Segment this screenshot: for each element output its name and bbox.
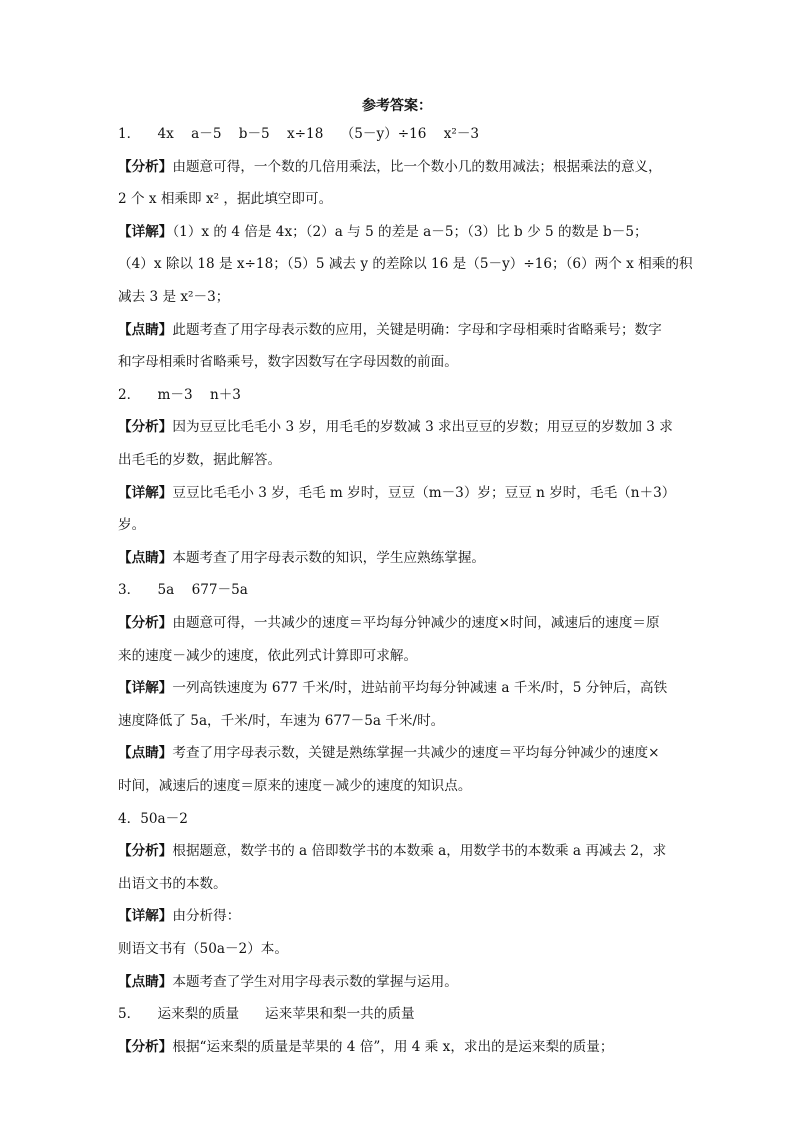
text-line — [118, 776, 698, 796]
line-text: 本题考查了用字母表示数的知识，学生应熟练掌握。 — [172, 549, 486, 566]
line-text: （4）x 除以 18 是 x÷18；（5）5 减去 y 的差除以 16 是（5－y）÷16；（6）两个 x 相乘的积 — [118, 256, 693, 273]
explanation-line — [118, 320, 698, 340]
page-title: 参考答案： — [362, 98, 432, 114]
section-tag: 【详解】 — [118, 908, 173, 925]
text-line — [118, 646, 698, 666]
line-text: 速度降低了 5a，千米/时，车速为 677－5a 千米/时。 — [118, 712, 445, 729]
section-tag: 【点睛】 — [118, 745, 173, 762]
explanation-line — [118, 743, 698, 763]
section-tag: 【分析】 — [118, 615, 173, 631]
line-text: 5． 运来梨的质量 运来苹果和梨一共的质量 — [118, 1006, 415, 1023]
section-tag: 【详解】 — [118, 484, 173, 501]
text-line — [118, 515, 698, 535]
answer-line — [118, 124, 698, 144]
line-text: 减去 3 是 x²－3； — [118, 289, 230, 305]
section-tag: 【点睛】 — [118, 973, 173, 990]
line-text: 4．50a－2 — [118, 810, 188, 827]
explanation-line — [118, 972, 698, 992]
line-text: 豆豆比毛毛小 3 岁，毛毛 m 岁时，豆豆（m－3）岁；豆豆 n 岁时，毛毛（n＋3） — [172, 484, 676, 501]
section-tag: 【分析】 — [118, 158, 173, 175]
line-text: 由题意可得，一共减少的速度＝平均每分钟减少的速度×时间，减速后的速度＝原 — [172, 615, 660, 631]
section-tag: 【点睛】 — [118, 321, 173, 338]
text-line — [118, 287, 698, 307]
text-line — [118, 711, 698, 731]
text-line — [118, 352, 698, 372]
text-line — [118, 450, 698, 470]
answer-line — [118, 809, 698, 829]
line-text: （1）x 的 4 倍是 4x；（2）a 与 5 的差是 a－5；（3）比 b 少 5 的数是 b－5； — [172, 223, 648, 240]
line-text: 出毛毛的岁数，据此解答。 — [118, 452, 282, 468]
line-text: 3． 5a 677－5a — [118, 582, 248, 599]
explanation-line — [118, 222, 698, 242]
section-tag: 【分析】 — [118, 419, 173, 436]
text-line — [118, 254, 698, 274]
line-text: 岁。 — [118, 517, 146, 534]
line-text: 本题考查了学生对用字母表示数的掌握与运用。 — [172, 973, 458, 990]
line-text: 考查了用字母表示数，关键是熟练掌握一共减少的速度＝平均每分钟减少的速度× — [172, 745, 660, 762]
answer-line — [118, 385, 698, 405]
line-text: 时间，减速后的速度＝原来的速度－减少的速度的知识点。 — [118, 778, 472, 794]
explanation-line — [118, 157, 698, 177]
section-tag: 【详解】 — [118, 680, 173, 697]
section-tag: 【分析】 — [118, 843, 173, 860]
line-text: 根据题意，数学书的 a 倍即数学书的本数乘 a，用数学书的本数乘 a 再减去 2，求 — [172, 843, 667, 860]
explanation-line — [118, 548, 698, 568]
explanation-line — [118, 613, 698, 633]
text-line — [118, 189, 698, 209]
line-text: 一列高铁速度为 677 千米/时，进站前平均每分钟减速 a 千米/时，5 分钟后，高铁 — [172, 680, 668, 697]
section-tag: 【详解】 — [118, 223, 173, 240]
explanation-line — [118, 417, 698, 437]
line-text: 则语文书有（50a－2）本。 — [118, 941, 288, 957]
line-text: 此题考查了用字母表示数的应用，关键是明确：字母和字母相乘时省略乘号；数字 — [172, 321, 662, 338]
line-text: 因为豆豆比毛毛小 3 岁，用毛毛的岁数减 3 求出豆豆的岁数；用豆豆的岁数加 3 求 — [172, 419, 673, 436]
section-tag: 【分析】 — [118, 1038, 173, 1055]
text-line — [118, 874, 698, 894]
line-text: 2 个 x 相乘即 x² ，据此填空即可。 — [118, 191, 333, 208]
explanation-line — [118, 678, 698, 698]
answer-line — [118, 1004, 698, 1024]
text-line — [118, 939, 698, 959]
explanation-line — [118, 841, 698, 861]
line-text: 由题意可得，一个数的几倍用乘法，比一个数小几的数用减法；根据乘法的意义， — [172, 158, 662, 175]
line-text: 出语文书的本数。 — [118, 875, 227, 892]
explanation-line — [118, 906, 698, 926]
line-text: 1． 4x a－5 b－5 x÷18 （5－y）÷16 x²－3 — [118, 126, 480, 142]
line-text: 来的速度－减少的速度，依此列式计算即可求解。 — [118, 647, 418, 664]
answer-line — [118, 580, 698, 600]
explanation-line — [118, 483, 698, 503]
section-tag: 【点睛】 — [118, 549, 173, 566]
line-text: 根据“运来梨的质量是苹果的 4 倍”，用 4 乘 x，求出的是运来梨的质量； — [172, 1038, 614, 1055]
line-text: 由分析得： — [172, 908, 241, 925]
explanation-line — [118, 1037, 698, 1057]
line-text: 和字母相乘时省略乘号，数字因数写在字母因数的前面。 — [118, 354, 458, 371]
line-text: 2． m－3 n＋3 — [118, 386, 241, 403]
